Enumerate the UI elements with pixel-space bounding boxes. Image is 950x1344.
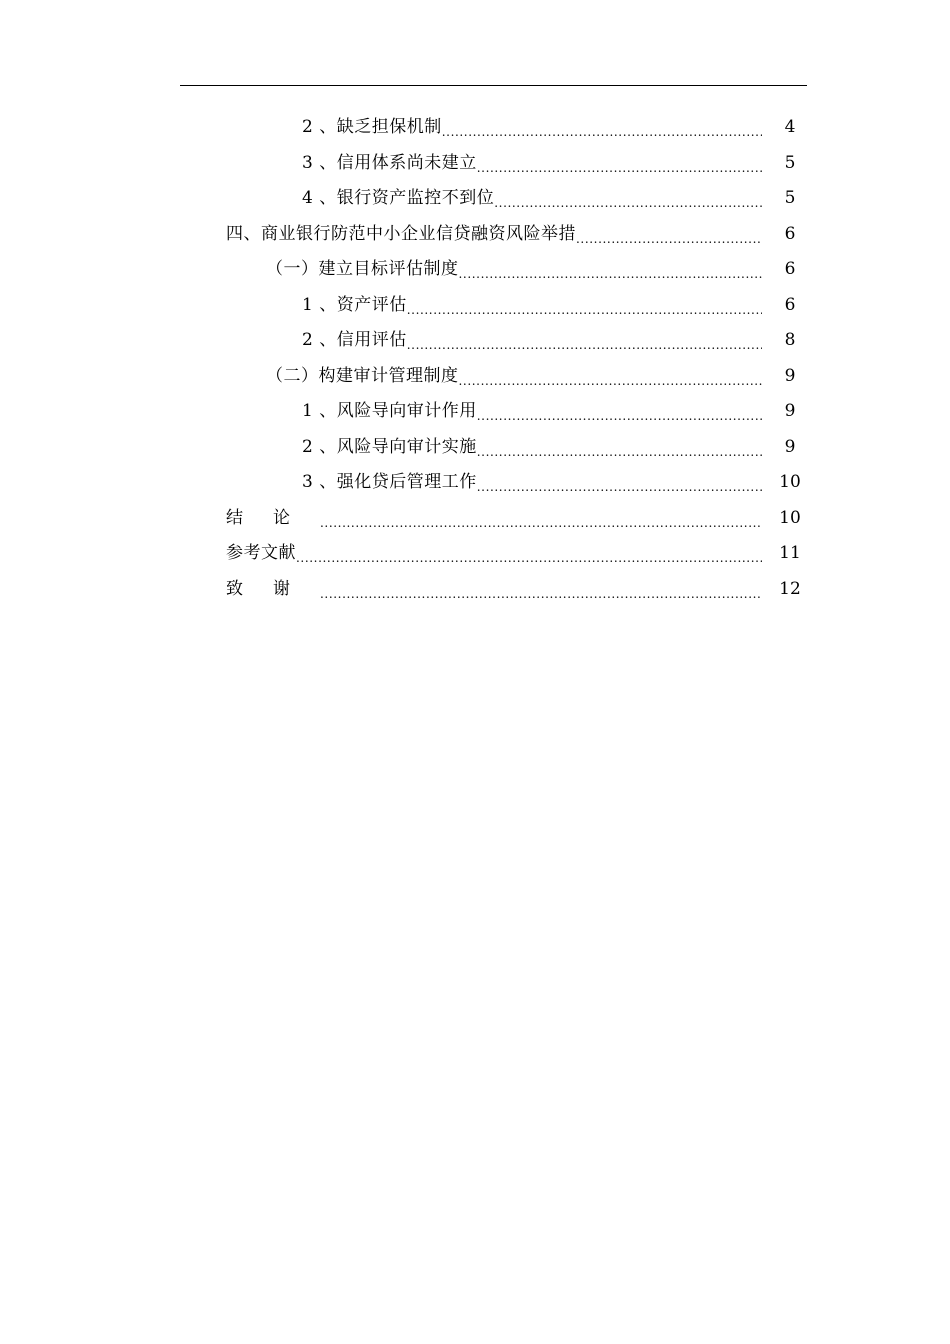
toc-leader-dots xyxy=(442,110,762,145)
toc-leader-dots xyxy=(459,252,763,287)
toc-leader-dots xyxy=(477,146,762,181)
toc-leader-dots xyxy=(576,217,762,252)
toc-entry-page: 10 xyxy=(779,507,801,528)
toc-entry-title: 4 、银行资产监控不到位 xyxy=(302,188,495,208)
toc-entry[interactable] xyxy=(266,359,762,394)
toc-entry-page: 11 xyxy=(779,543,801,563)
toc-entry-page: 9 xyxy=(784,365,796,386)
toc-entry-page: 6 xyxy=(784,294,796,315)
toc-entry-title: 四、商业银行防范中小企业信贷融资风险举措 xyxy=(226,223,576,244)
toc-entry[interactable] xyxy=(266,252,762,287)
toc-entry-page: 10 xyxy=(779,472,801,492)
toc-entry-title: 2 、缺乏担保机制 xyxy=(302,117,442,137)
toc-leader-dots xyxy=(320,572,762,607)
toc-entry[interactable] xyxy=(302,288,762,323)
toc-entry[interactable] xyxy=(302,181,762,216)
toc-entry-page: 6 xyxy=(784,223,796,244)
toc-leader-dots xyxy=(494,181,762,216)
toc-entry-title: 2 、风险导向审计实施 xyxy=(302,436,477,457)
toc-entry-title: 2 、信用评估 xyxy=(302,330,407,350)
toc-entry[interactable] xyxy=(302,465,762,500)
toc-leader-dots xyxy=(296,536,762,571)
toc-entry-title: 3 、信用体系尚未建立 xyxy=(302,152,477,173)
toc-leader-dots xyxy=(477,430,762,465)
toc-entry-title: 3 、强化贷后管理工作 xyxy=(302,472,477,492)
toc-entry-page: 5 xyxy=(784,188,796,208)
toc-leader-dots xyxy=(320,501,762,536)
toc-entry[interactable] xyxy=(302,430,762,465)
toc-leader-dots xyxy=(407,323,762,358)
toc-entry[interactable] xyxy=(226,536,762,571)
toc-entry[interactable] xyxy=(302,110,762,145)
toc-entry[interactable] xyxy=(226,501,762,536)
header-rule xyxy=(180,85,807,86)
toc-entry[interactable] xyxy=(226,217,762,252)
toc-entry-title: 参考文献 xyxy=(226,543,296,563)
toc-entry-title: （一）建立目标评估制度 xyxy=(266,259,459,279)
toc-entry[interactable] xyxy=(302,323,762,358)
toc-entry-page: 9 xyxy=(784,436,796,457)
toc-entry-page: 6 xyxy=(784,259,796,279)
toc-entry[interactable] xyxy=(226,572,762,607)
toc-leader-dots xyxy=(407,288,762,323)
toc-leader-dots xyxy=(459,359,763,394)
toc-entry-page: 4 xyxy=(784,117,796,137)
toc-entry-page: 12 xyxy=(779,578,801,599)
toc-entry-page: 8 xyxy=(784,330,796,350)
toc-entry[interactable] xyxy=(302,394,762,429)
toc-leader-dots xyxy=(477,394,762,429)
toc-entry-title: 1 、风险导向审计作用 xyxy=(302,401,477,421)
toc-leader-dots xyxy=(477,465,762,500)
toc-entry[interactable] xyxy=(302,146,762,181)
toc-entry-page: 5 xyxy=(784,152,796,173)
toc-entry-title: 致谢 xyxy=(226,578,320,599)
toc-entry-title: （二）构建审计管理制度 xyxy=(266,365,459,386)
toc-entry-title: 结论 xyxy=(226,507,320,528)
toc-entry-title: 1 、资产评估 xyxy=(302,294,407,315)
toc-entry-page: 9 xyxy=(784,401,796,421)
